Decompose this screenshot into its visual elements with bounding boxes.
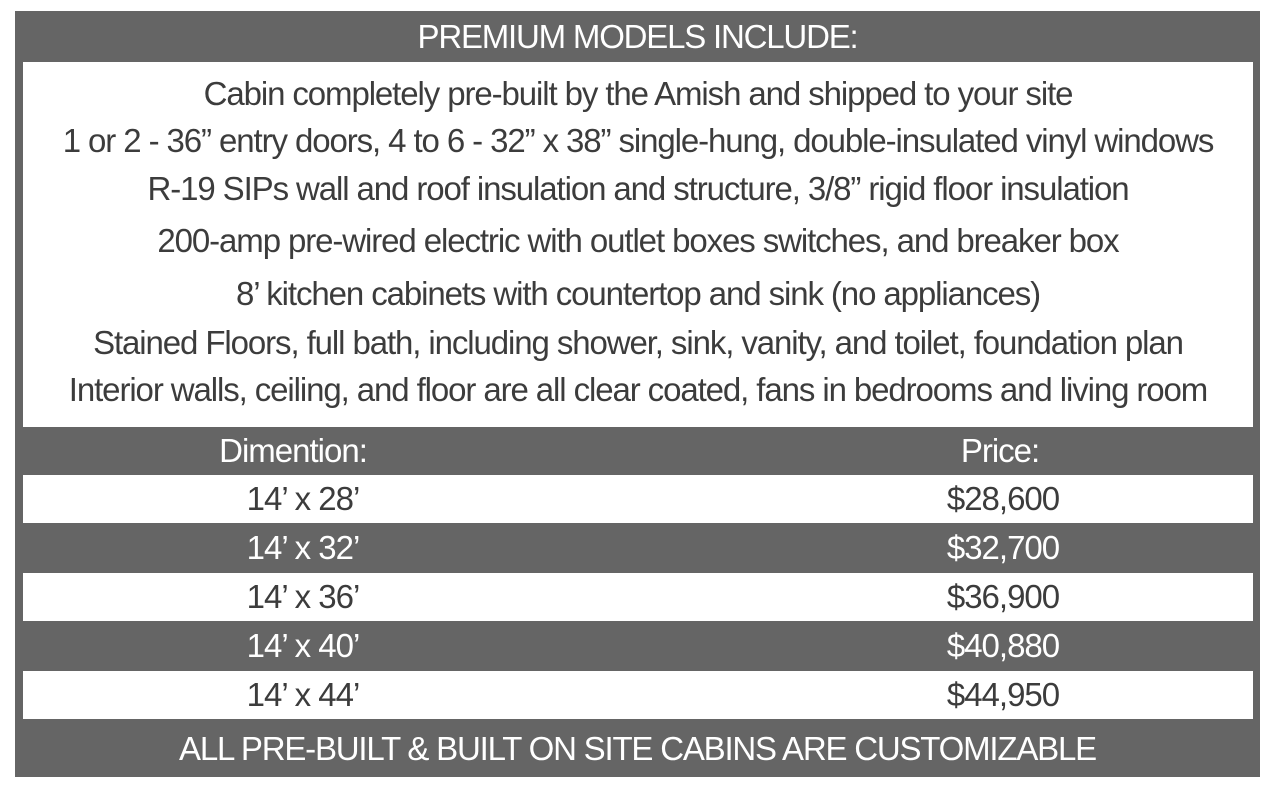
footer-note: ALL PRE-BUILT & BUILT ON SITE CABINS ARE CUSTOMIZABLE xyxy=(179,730,1096,767)
dimension-cell: 14’ x 36’ xyxy=(246,578,360,615)
table-row xyxy=(23,573,1253,621)
feature-item: 200-amp pre-wired electric with outlet boxes switches, and breaker box xyxy=(157,222,1119,259)
price-cell: $40,880 xyxy=(946,627,1060,664)
feature-item: Stained Floors, full bath, including shower, sink, vanity, and toilet, foundation plan xyxy=(93,324,1183,361)
dimension-cell: 14’ x 32’ xyxy=(246,529,360,566)
table-row xyxy=(23,671,1253,719)
table-row xyxy=(23,475,1253,523)
table-row xyxy=(23,524,1253,572)
dimension-cell: 14’ x 28’ xyxy=(246,480,360,517)
features-list xyxy=(23,62,1253,427)
price-cell: $36,900 xyxy=(946,578,1060,615)
price-cell: $44,950 xyxy=(946,676,1060,713)
feature-item: Interior walls, ceiling, and floor are all clear coated, fans in bedrooms and living room xyxy=(68,371,1208,408)
feature-item: 8’ kitchen cabinets with countertop and sink (no appliances) xyxy=(235,275,1041,312)
table-row xyxy=(23,622,1253,670)
dimension-cell: 14’ x 44’ xyxy=(246,676,360,713)
feature-item: 1 or 2 - 36” entry doors, 4 to 6 - 32” x 38” single-hung, double-insulated vinyl windows xyxy=(62,122,1214,159)
price-sheet xyxy=(15,11,1260,777)
price-column-header: Price: xyxy=(960,432,1040,469)
price-cell: $28,600 xyxy=(946,480,1060,517)
dimension-cell: 14’ x 40’ xyxy=(246,627,360,664)
feature-item: R-19 SIPs wall and roof insulation and structure, 3/8” rigid floor insulation xyxy=(147,170,1129,207)
price-cell: $32,700 xyxy=(946,529,1060,566)
dimension-column-header: Dimention: xyxy=(219,432,367,469)
feature-item: Cabin completely pre-built by the Amish and shipped to your site xyxy=(203,75,1073,112)
header-title: PREMIUM MODELS INCLUDE: xyxy=(417,18,858,55)
